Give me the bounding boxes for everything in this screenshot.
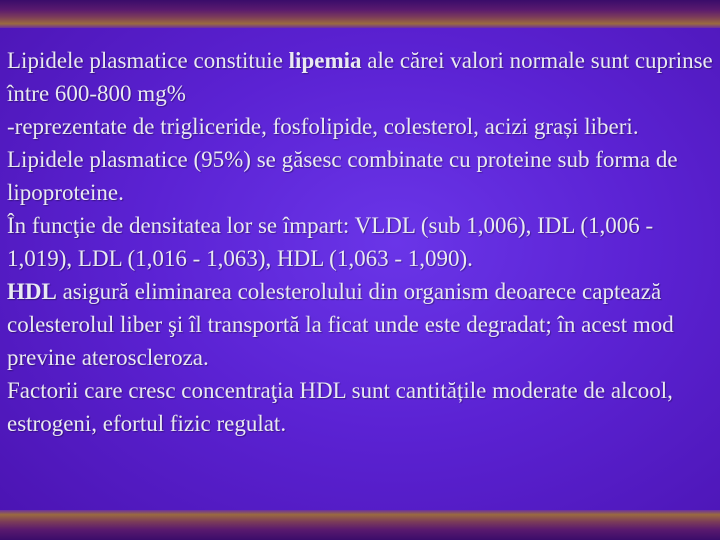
p1-text-a: Lipidele plasmatice constituie (7, 48, 289, 73)
hdl-term: HDL (7, 279, 57, 304)
bottom-decorative-band (0, 510, 720, 540)
top-decorative-band (0, 0, 720, 28)
p1-text-b: ale cărei valori normale sunt cuprinse între 600-800 mg% (7, 48, 713, 106)
paragraph-hdl-role (7, 275, 715, 374)
paragraph-density-classes: În funcţie de densitatea lor se împart: VLDL (sub 1,006), IDL (1,006 - 1,019), LDL (1,016 - 1,063), HDL (1,063 - 1,090). (7, 213, 654, 271)
paragraph-composition: -reprezentate de trigliceride, fosfolipide, colesterol, acizi grași liberi. (7, 114, 639, 139)
slide-body-text (7, 44, 715, 440)
p5-text: asigură eliminarea colesterolului din organism deoarece captează colesterolul liber şi îl transportă la ficat unde este degradat; în acest mod previne ateroscleroza. (7, 279, 674, 370)
paragraph-lipemia (7, 44, 715, 110)
paragraph-hdl-factors: Factorii care cresc concentraţia HDL sunt cantitățile moderate de alcool, estrogeni, efortul fizic regulat. (7, 378, 673, 436)
paragraph-lipoproteins: Lipidele plasmatice (95%) se găsesc combinate cu proteine sub forma de lipoproteine. (7, 147, 678, 205)
lipemia-term: lipemia (288, 48, 362, 73)
